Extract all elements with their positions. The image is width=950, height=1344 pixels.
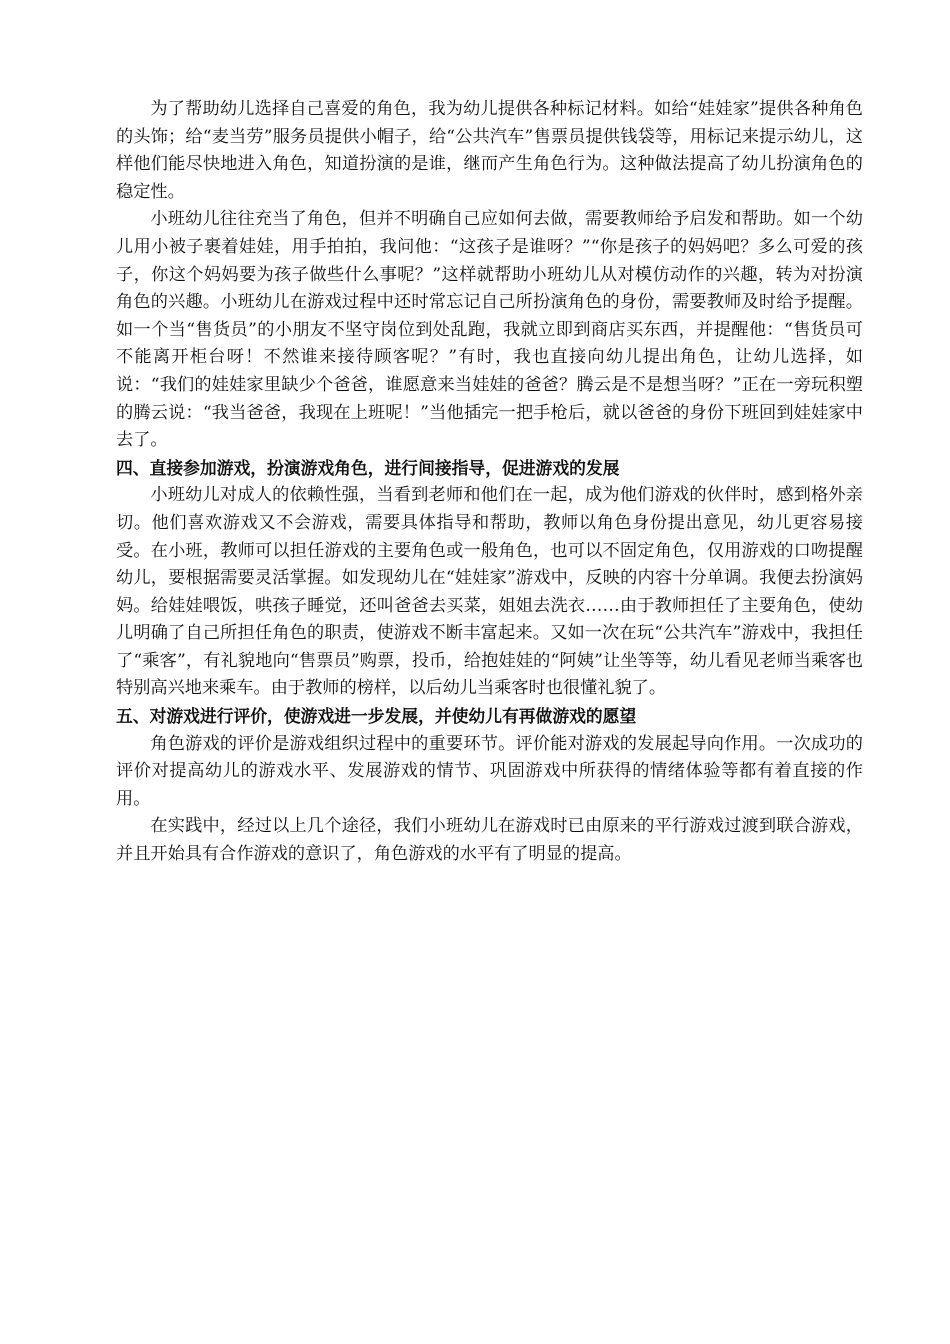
paragraph: 为了帮助幼儿选择自己喜爱的角色，我为幼儿提供各种标记材料。如给“娃娃家”提供各种角色的头饰；给“麦当劳”服务员提供小帽子，给“公共汽车”售票员提供钱袋等，用标记来提示幼儿，这样他们能尽快地进入角色，知道扮演的是谁，继而产生角色行为。这种做法提高了幼儿扮演角色的稳定性。	[116, 99, 863, 202]
paragraph: 小班幼儿对成人的依赖性强，当看到老师和他们在一起，成为他们游戏的伙伴时，感到格外亲切。他们喜欢游戏又不会游戏，需要具体指导和帮助，教师以角色身份提出意见，幼儿更容易接受。在小班，教师可以担任游戏的主要角色或一般角色，也可以不固定角色，仅用游戏的口吻提醒幼儿，要根据需要灵活掌握。如发现幼儿在“娃娃家”游戏中，反映的内容十分单调。我便去扮演妈妈。给娃娃喂饭，哄孩子睡觉，还叫爸爸去买菜，姐姐去洗衣……由于教师担任了主要角色，使幼儿明确了自己所担任角色的职责，使游戏不断丰富起来。又如一次在玩“公共汽车”游戏中，我担任了“乘客”，有礼貌地向“售票员”购票，投币，给抱娃娃的“阿姨”让坐等等，幼儿看见老师当乘客也特别高兴地来乘车。由于教师的榜样，以后幼儿当乘客时也很懂礼貌了。	[116, 485, 863, 699]
paragraph: 小班幼儿往往充当了角色，但并不明确自己应如何去做，需要教师给予启发和帮助。如一个幼儿用小被子裹着娃娃，用手拍拍，我问他：“这孩子是谁呀？”“你是孩子的妈妈吧？多么可爱的孩子，你这个妈妈要为孩子做些什么事呢？”这样就帮助小班幼儿从对模仿动作的兴趣，转为对扮演角色的兴趣。小班幼儿在游戏过程中还时常忘记自己所扮演角色的身份，需要教师及时给予提醒。如一个当“售货员”的小朋友不坚守岗位到处乱跑，我就立即到商店买东西，并提醒他：“售货员可不能离开柜台呀！不然谁来接待顾客呢？”有时，我也直接向幼儿提出角色，让幼儿选择，如说：“我们的娃娃家里缺少个爸爸，谁愿意来当娃娃的爸爸？腾云是不是想当呀？”正在一旁玩积塑的腾云说：“我当爸爸，我现在上班呢！”当他插完一把手枪后，就以爸爸的身份下班回到娃娃家中去了。	[116, 209, 863, 451]
paragraph: 角色游戏的评价是游戏组织过程中的重要环节。评价能对游戏的发展起导向作用。一次成功的评价对提高幼儿的游戏水平、发展游戏的情节、巩固游戏中所获得的情绪体验等都有着直接的作用。	[116, 733, 863, 809]
paragraph: 在实践中，经过以上几个途径，我们小班幼儿在游戏时已由原来的平行游戏过渡到联合游戏，并且开始具有合作游戏的意识了，角色游戏的水平有了明显的提高。	[116, 816, 863, 865]
document-body	[116, 96, 863, 869]
section-heading-4: 四、直接参加游戏，扮演游戏角色，进行间接指导，促进游戏的发展	[116, 457, 620, 478]
section-heading-5: 五、对游戏进行评价，使游戏进一步发展，并使幼儿有再做游戏的愿望	[116, 706, 637, 727]
